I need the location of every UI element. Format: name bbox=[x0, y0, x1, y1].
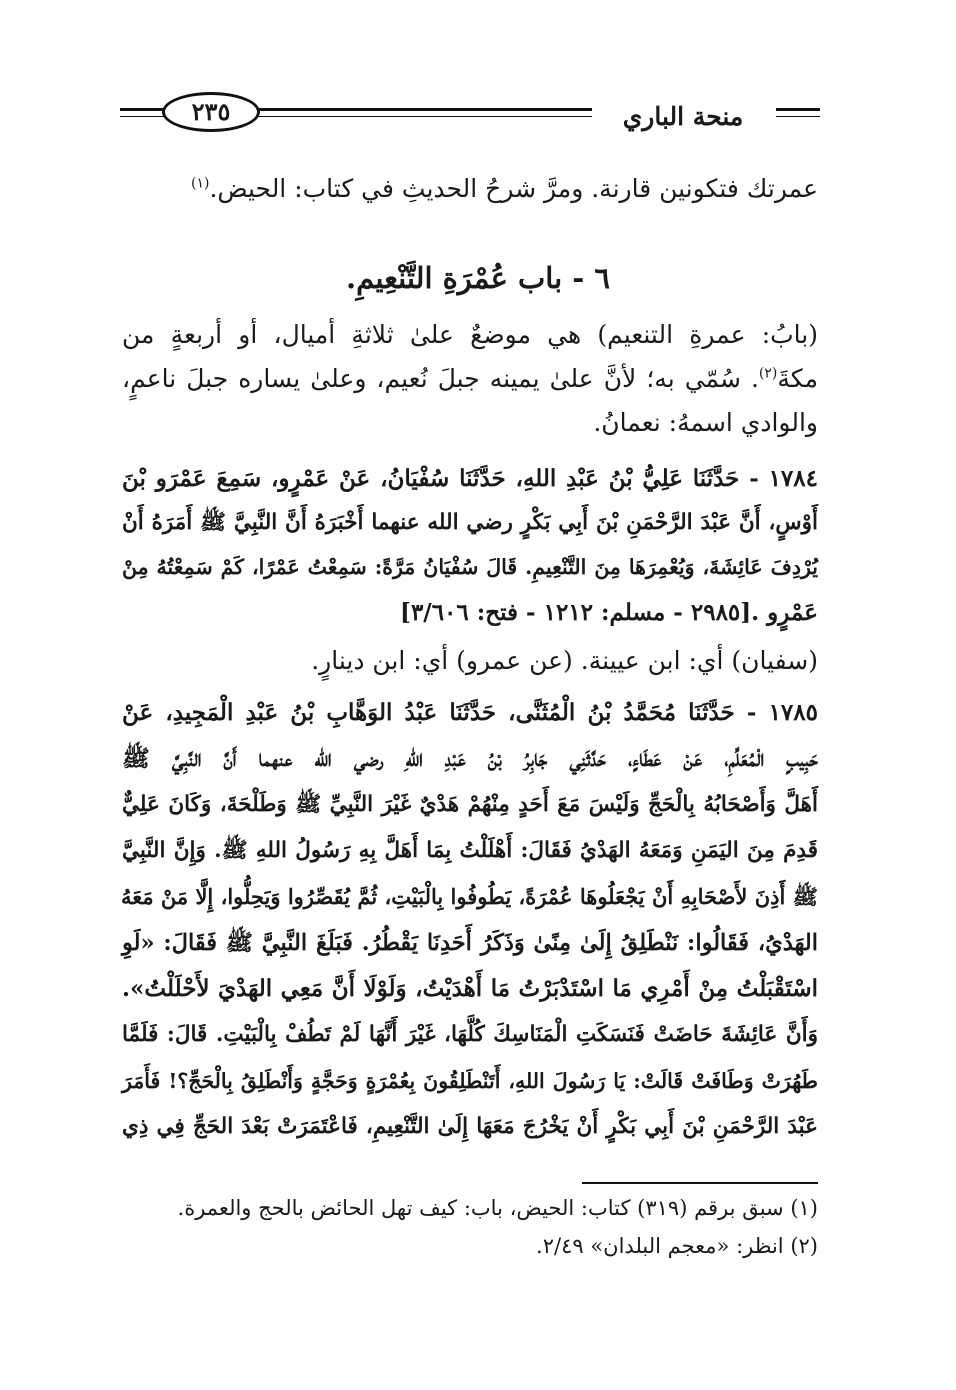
book-title: منحة الباري bbox=[622, 102, 744, 131]
footnote-ref-2: (٢) bbox=[758, 365, 778, 382]
hadith-1785-line-8: وَأَنَّ عَائِشَةَ حَاضَتْ فَنَسَكَتِ الْمَنَاسِكَ كُلَّهَا، غَيْرَ أَنَّهَا لَمْ تَطُفْ بِالْبَيْتِ. قَالَ: فَلَمَّا bbox=[122, 1022, 818, 1047]
hadith-1785-line-4: قَدِمَ مِنَ اليَمَنِ وَمَعَهُ الهَدْيُ فَقَالَ: أَهْلَلْتُ بِمَا أَهَلَّ بِهِ رَسُولُ اللهِ ﷺ. وَإِنَّ النَّبِيَّ bbox=[122, 838, 818, 863]
bab-line-2 bbox=[122, 360, 818, 398]
page-header bbox=[0, 82, 956, 162]
hadith-1784-line-4: عَمْرٍو .[٢٩٨٥ - مسلم: ١٢١٢ - فتح: ٣/٦٠٦] bbox=[400, 599, 818, 626]
intro-line bbox=[191, 170, 818, 208]
header-rule-left bbox=[120, 108, 164, 111]
hadith-1785-line-5: ﷺ أَذِنَ لأَصْحَابِهِ أَنْ يَجْعَلُوهَا عُمْرَةً، يَطُوفُوا بِالْبَيْتِ، ثُمَّ يُقَصِّرُوا وَيَحِلُّوا، إِلَّا مَنْ مَعَهُ bbox=[120, 884, 818, 909]
hadith-1785-line-6: الهَدْيُ، فَقَالُوا: نَنْطَلِقُ إِلَىٰ مِنًىٰ وَذَكَرُ أَحَدِنَا يَقْطُرُ. فَبَلَغَ النَّبِيَّ ﷺ فَقَالَ: «لَوِ bbox=[122, 930, 818, 956]
bab-line-2-b: . سُمّي به؛ لأنَّ علىٰ يمينه جبلَ نُعيم، وعلىٰ يساره جبلَ ناعمٍ، bbox=[122, 364, 759, 393]
bab-line-2-a: مكةَ bbox=[777, 364, 818, 393]
hadith-1785-line-2: حَبِيبٍ الْمُعَلِّمِ، عَنْ عَطَاءٍ، حَدَّثَنِي جَابِرُ بْنُ عَبْدِ اللهِ رضي الله عنهما أَنَّ النَّبِيَّ ﷺ bbox=[122, 745, 818, 772]
hadith-1784-line-2: أَوْسٍ، أَنَّ عَبْدَ الرَّحْمَنِ بْنَ أَبِي بَكْرٍ رضي الله عنهما أَخْبَرَهُ أَنَّ النَّبِيَّ ﷺ أَمَرَهُ أَنْ bbox=[122, 510, 818, 535]
header-rule-right-lower bbox=[776, 116, 820, 117]
hadith-1785-line-9: طَهُرَتْ وَطَافَتْ قَالَتْ: يَا رَسُولَ اللهِ، أَتَنْطَلِقُونَ بِعُمْرَةٍ وَحَجَّةٍ وَأَنْطَلِقُ بِالْحَجِّ؟! فَأَمَرَ bbox=[122, 1069, 818, 1093]
header-rule-middle-lower bbox=[258, 116, 592, 117]
footnote-2: (٢) انظر: «معجم البلدان» ٢/٤٩. bbox=[536, 1234, 818, 1258]
header-rule-right bbox=[776, 108, 820, 111]
header-rule-left-lower bbox=[120, 116, 164, 117]
page-number: ٢٣٥ bbox=[191, 97, 231, 126]
hadith-1785-line-1: ١٧٨٥ - حَدَّثَنَا مُحَمَّدُ بْنُ الْمُثَنَّى، حَدَّثَنَا عَبْدُ الوَهَّابِ بْنُ عَبْدِ الْمَجِيدِ، عَنْ bbox=[122, 699, 818, 726]
hadith-1785-line-7: اسْتَقْبَلْتُ مِنْ أَمْرِي مَا اسْتَدْبَرْتُ مَا أَهْدَيْتُ، وَلَوْلَا أَنَّ مَعِي الهَدْيَ لأَحْلَلْتُ». bbox=[122, 975, 818, 1002]
footnote-separator bbox=[582, 1182, 818, 1184]
header-rule-middle bbox=[258, 108, 592, 111]
chapter-heading: ٦ - باب عُمْرَةِ التَّنْعِيمِ. bbox=[345, 261, 610, 295]
bab-line-1: (بابُ: عمرةِ التنعيم) هي موضعٌ علىٰ ثلاثةِ أميال، أو أربعةٍ من bbox=[122, 320, 818, 349]
commentary-1784: (سفيان) أي: ابن عيينة. (عن عمرو) أي: ابن دينارٍ. bbox=[311, 646, 818, 675]
bab-line-3: والوادي اسمهُ: نعمانُ. bbox=[593, 408, 818, 437]
footnote-ref-1: (١) bbox=[190, 175, 210, 192]
hadith-1784-line-1: ١٧٨٤ - حَدَّثَنَا عَلِيُّ بْنُ عَبْدِ اللهِ، حَدَّثَنَا سُفْيَانُ، عَنْ عَمْرٍو، سَمِعَ عَمْرَو بْنَ bbox=[122, 465, 818, 492]
footnote-1: (١) سبق برقم (٣١٩) كتاب: الحيض، باب: كيف تهل الحائض بالحج والعمرة. bbox=[177, 1196, 818, 1220]
hadith-1784-line-3: يُرْدِفَ عَائِشَةَ، وَيُعْمِرَهَا مِنَ التَّنْعِيمِ. قَالَ سُفْيَانُ مَرَّةً: سَمِعْتُ عَمْرًا، كَمْ سَمِعْتُهُ مِنْ bbox=[122, 555, 818, 579]
hadith-1785-line-10: عَبْدَ الرَّحْمَنِ بْنَ أَبِي بَكْرٍ أَنْ يَخْرُجَ مَعَهَا إِلَىٰ التَّنْعِيمِ، فَاعْتَمَرَتْ بَعْدَ الحَجِّ فِي ذِي bbox=[122, 1114, 818, 1139]
hadith-1785-line-3: أَهَلَّ وَأَصْحَابُهُ بِالْحَجِّ وَلَيْسَ مَعَ أَحَدٍ مِنْهُمْ هَدْيٌ غَيْرَ النَّبِيِّ ﷺ وَطَلْحَةَ، وَكَانَ عَلِيٌّ bbox=[122, 792, 818, 817]
page-number-oval bbox=[162, 92, 260, 132]
intro-text: عمرتك فتكونين قارنة. ومرَّ شرحُ الحديثِ في كتاب: الحيض. bbox=[209, 174, 818, 203]
